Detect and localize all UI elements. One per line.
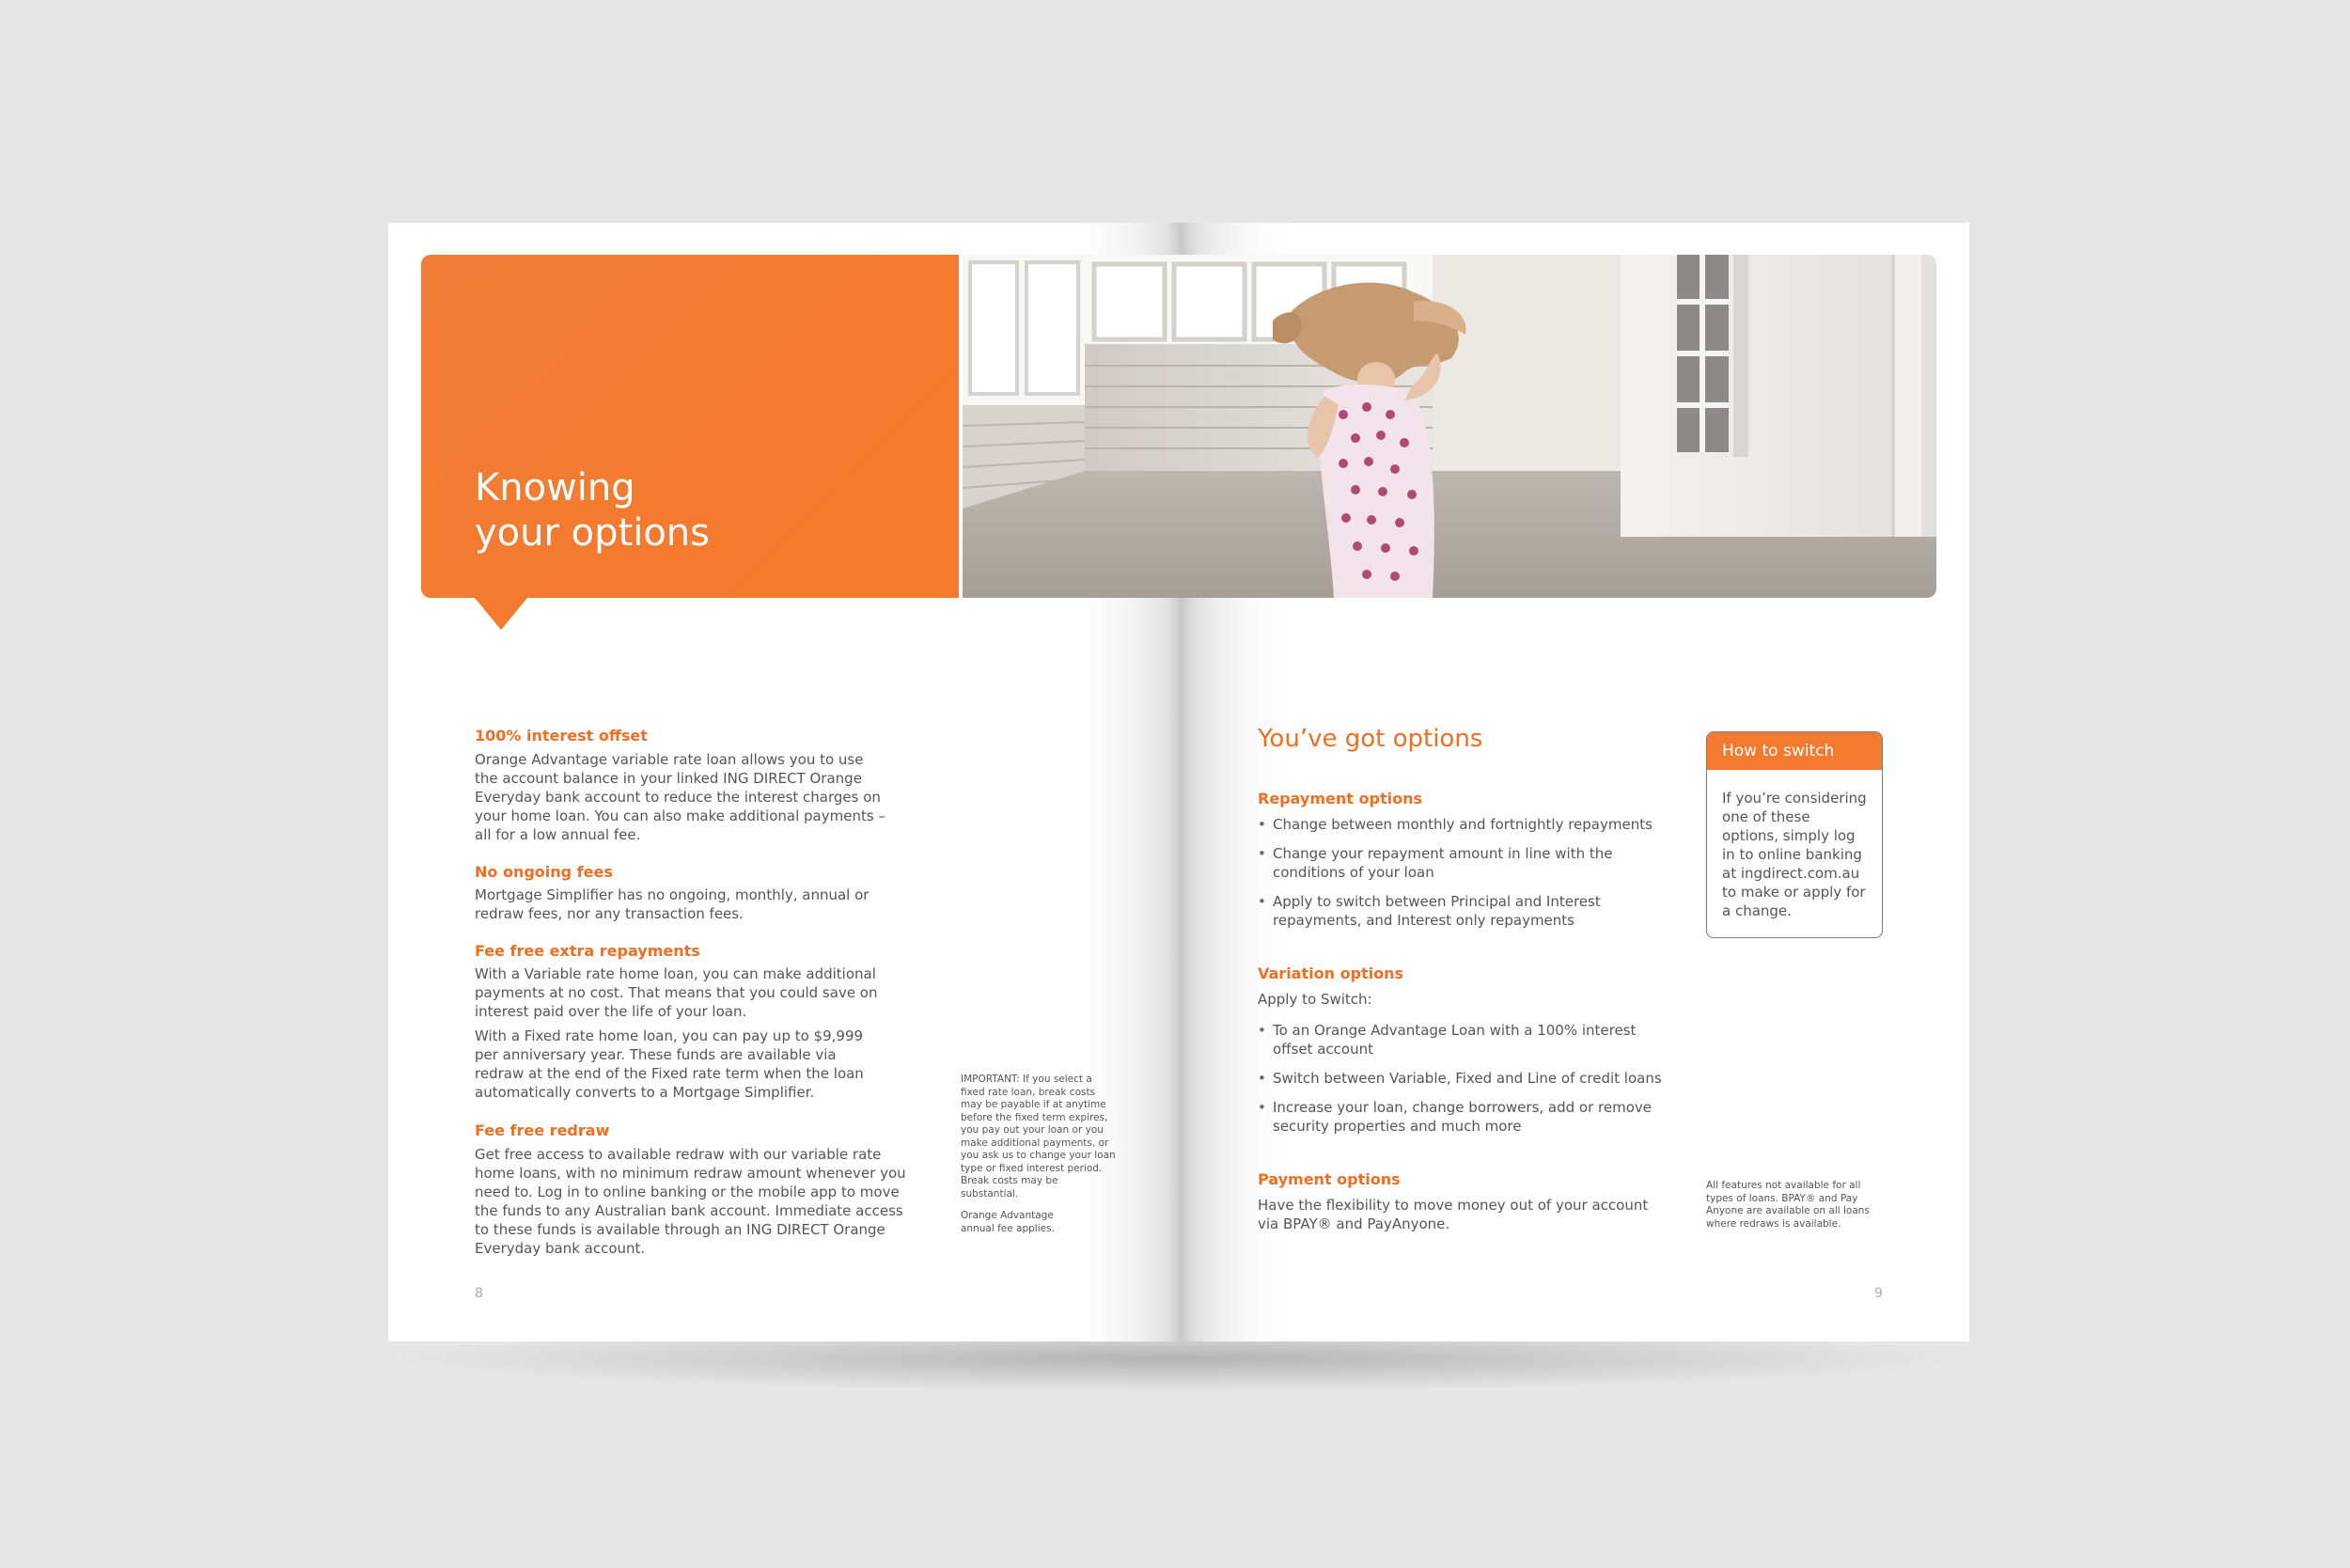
- list-item: • Change between monthly and fortnightly repayments: [1258, 815, 1662, 834]
- important-note: IMPORTANT: If you select a fixed rate loan, break costs may be payable if at anytime before the fixed term expires, you pay out your loan or you make additional payments, or you ask us to change your loan type or fixed interest period. Break costs may be substantial.: [961, 1074, 1116, 1200]
- list-item: • Switch between Variable, Fixed and Line of credit loans: [1258, 1069, 1662, 1088]
- how-to-switch-heading: How to switch: [1707, 732, 1882, 770]
- page-title-line-1: Knowing: [475, 466, 635, 510]
- extra-repayments-body-2: With a Fixed rate home loan, you can pay up to $9,999 per anniversary year. These funds are available via redraw at the end of the Fixed rate term when the loan automatically converts to a Mortgage Simplifier.: [475, 1027, 864, 1101]
- offset-body: Orange Advantage variable rate loan allows you to use the account balance in your linked ING DIRECT Orange Everyday bank account to reduce the interest charges on your home loan. You can also make additional payments – all for a low annual fee.: [475, 751, 885, 843]
- variation-options-heading: Variation options: [1258, 964, 1404, 982]
- variation-options-list: [1258, 1021, 1662, 1146]
- list-item: • Change your repayment amount in line with the conditions of your loan: [1258, 844, 1662, 882]
- variation-options-intro: Apply to Switch:: [1258, 991, 1372, 1008]
- hero-photo: [963, 255, 1936, 598]
- payment-options-heading: Payment options: [1258, 1170, 1401, 1188]
- annual-fee-note: Orange Advantage annual fee applies.: [961, 1210, 1055, 1234]
- redraw-body: Get free access to available redraw with our variable rate home loans, with no minimum redraw amount whenever you need to. Log in to online banking or the mobile app to move the funds to any Australian bank account. Immediate access to these funds is available through an ING DIRECT Orange Everyday bank account.: [475, 1146, 906, 1257]
- repayment-options-heading: Repayment options: [1258, 790, 1422, 808]
- no-fees-body: Mortgage Simplifier has no ongoing, monthly, annual or redraw fees, nor any transaction fees.: [475, 886, 870, 922]
- page-title-line-2: your options: [475, 511, 710, 555]
- repayment-options-list: [1258, 815, 1662, 940]
- list-item: • Apply to switch between Principal and Interest repayments, and Interest only repayments: [1258, 892, 1662, 930]
- redraw-heading: Fee free redraw: [475, 1121, 610, 1139]
- extra-repayments-heading: Fee free extra repayments: [475, 942, 700, 960]
- right-page-title: You’ve got options: [1258, 725, 1483, 753]
- page-title: [475, 465, 870, 556]
- how-to-switch-box: [1706, 731, 1883, 938]
- how-to-switch-body: If you’re considering one of these options, simply log in to online banking at ingdirect.com.au to make or apply for a change.: [1722, 790, 1867, 919]
- page-number-right: 9: [1874, 1286, 1883, 1301]
- offset-heading: 100% interest offset: [475, 727, 648, 745]
- payment-options-body: Have the flexibility to move money out of your account via BPAY® and PayAnyone.: [1258, 1197, 1649, 1232]
- extra-repayments-body: With a Variable rate home loan, you can make additional payments at no cost. That means that you could save on interest paid over the life of your loan.: [475, 965, 878, 1020]
- features-footnote: All features not available for all types of loans. BPAY® and Pay Anyone are available on all loans where redraws is available.: [1706, 1180, 1870, 1230]
- list-item: • Increase your loan, change borrowers, add or remove security properties and much more: [1258, 1098, 1662, 1136]
- no-fees-heading: No ongoing fees: [475, 863, 613, 881]
- list-item: • To an Orange Advantage Loan with a 100% interest offset account: [1258, 1021, 1662, 1058]
- page-number-left: 8: [475, 1286, 483, 1301]
- hero-photo-illustration: [963, 255, 1936, 598]
- title-panel-pointer: [475, 598, 527, 630]
